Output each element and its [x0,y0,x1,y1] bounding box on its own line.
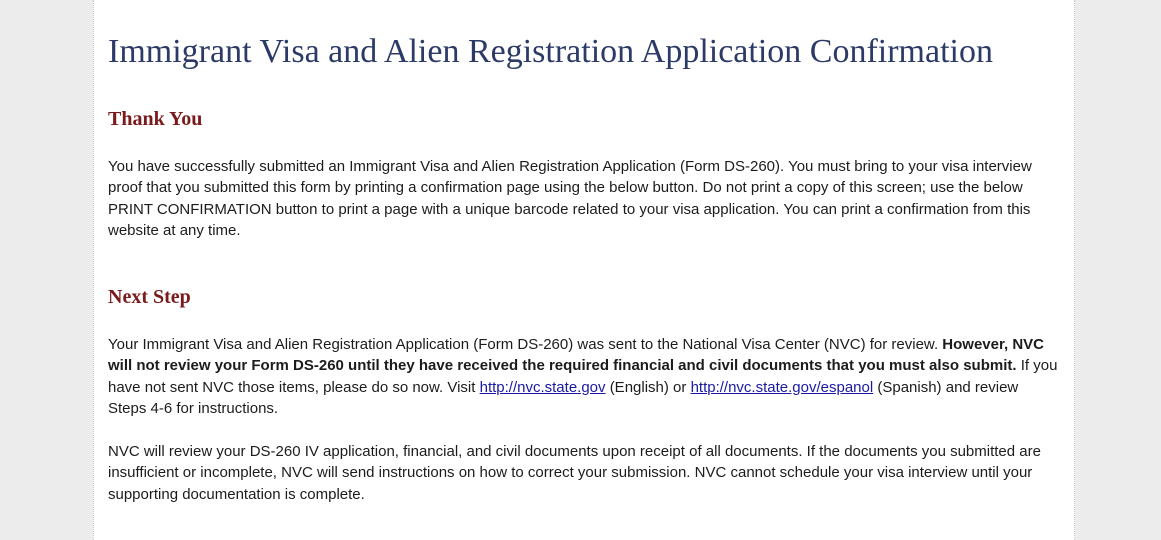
nvc-spanish-link[interactable]: http://nvc.state.gov/espanol [690,378,874,396]
nvc-english-link[interactable]: http://nvc.state.gov [479,378,606,396]
next-step-paragraph [108,334,1058,419]
next-step-tail-text: (Spanish) and review Steps 4-6 for instructions. [108,378,1019,417]
nvc-review-paragraph: NVC will review your DS-260 IV application, financial, and civil documents upon receipt of all documents. If the documents you submitted are insufficient or incomplete, NVC will send instructions on how to correct your submission. NVC cannot schedule your visa interview until your supporting documentation is complete. [108,443,1041,503]
document-page [93,0,1075,540]
english-label-text: (English) or [609,378,687,396]
next-step-lead-text: Your Immigrant Visa and Alien Registration Application (Form DS-260) was sent to the National Visa Center (NVC) for review. [108,336,939,353]
next-step-heading: Next Step [108,286,191,308]
thank-you-heading: Thank You [108,108,203,130]
thank-you-paragraph: You have successfully submitted an Immigrant Visa and Alien Registration Application (Form DS-260). You must bring to your visa interview proof that you submitted this form by printing a confirmation page using the below button. Do not print a copy of this screen; use the below PRINT CONFIRMATION button to print a page with a unique barcode related to your visa application. You can print a confirmation from this website at any time. [108,158,1032,239]
next-step-bold-notice: However, NVC will not review your Form DS-260 until they have received the required financial and civil documents that you must also submit. [108,336,1044,375]
next-step-mid-text: If you have not sent NVC those items, please do so now. Visit [108,357,1058,396]
page-title: Immigrant Visa and Alien Registration Application Confirmation [108,33,993,70]
